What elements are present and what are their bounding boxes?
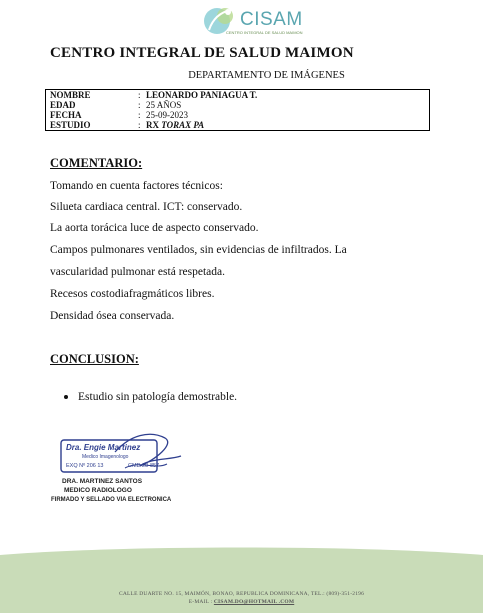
- info-colon: :: [138, 100, 141, 110]
- comment-line: Tomando en cuenta factores técnicos:: [50, 180, 223, 192]
- signature-note: FIRMADO Y SELLADO VIA ELECTRONICA: [51, 497, 172, 503]
- logo-text: CISAM: [240, 9, 303, 30]
- info-label: EDAD: [50, 100, 76, 110]
- comment-heading: COMENTARIO:: [50, 156, 143, 170]
- info-colon: :: [138, 120, 141, 130]
- info-colon: :: [138, 110, 141, 120]
- email-link[interactable]: CISAM.DO@HOTMAIL .COM: [213, 599, 295, 605]
- study-name: TORAX PA: [161, 120, 205, 130]
- comment-line: vascularidad pulmonar está respetada.: [50, 266, 225, 278]
- bullet-icon: [64, 395, 68, 399]
- info-value-date: 25-09-2023: [146, 110, 188, 120]
- department-title: DEPARTAMENTO DE IMÁGENES: [188, 70, 345, 81]
- info-label: FECHA: [50, 110, 82, 120]
- comment-line: Silueta cardiaca central. ICT: conservado.: [50, 201, 243, 213]
- comment-line: Recesos costodiafragmáticos libres.: [50, 288, 215, 300]
- logo-subtitle: CENTRO INTEGRAL DE SALUD MAIMON: [226, 30, 303, 35]
- comment-line: Densidad ósea conservada.: [50, 310, 175, 322]
- page-title: CENTRO INTEGRAL DE SALUD MAIMON: [50, 45, 354, 61]
- signer-title: MEDICO RADIOLOGO: [64, 487, 132, 494]
- info-colon: :: [138, 90, 141, 100]
- info-label: ESTUDIO: [50, 120, 91, 130]
- info-label: NOMBRE: [50, 90, 91, 100]
- info-value-age: 25 AÑOS: [146, 100, 182, 110]
- info-value-name: LEONARDO PANIAGUA T.: [146, 90, 258, 100]
- footer-email: [0, 599, 483, 605]
- stamp-cmd: CMD 28-857: [128, 463, 160, 469]
- comment-line: Campos pulmonares ventilados, sin evidencias de infiltrados. La: [50, 244, 347, 256]
- stamp-exq: EXQ Nº 206 13: [66, 463, 104, 469]
- info-value-study: [146, 120, 204, 130]
- conclusion-item: Estudio sin patología demostrable.: [78, 391, 238, 403]
- conclusion-heading: CONCLUSION:: [50, 352, 139, 366]
- patient-info-box: [45, 89, 430, 131]
- stamp-role: Medico Imagenologo: [82, 454, 129, 460]
- email-label: E-MAIL :: [188, 599, 214, 605]
- comment-line: La aorta torácica luce de aspecto conservado.: [50, 222, 259, 234]
- footer-address: CALLE DUARTE NO. 15, MAIMÓN, BONAO, REPUBLICA DOMINICANA, TEL.: (809)-351-2196: [118, 591, 365, 597]
- study-prefix: RX: [146, 120, 162, 130]
- signer-name: DRA. MARTINEZ SANTOS: [62, 478, 143, 485]
- stamp-name: Dra. Engie Martinez: [66, 443, 141, 452]
